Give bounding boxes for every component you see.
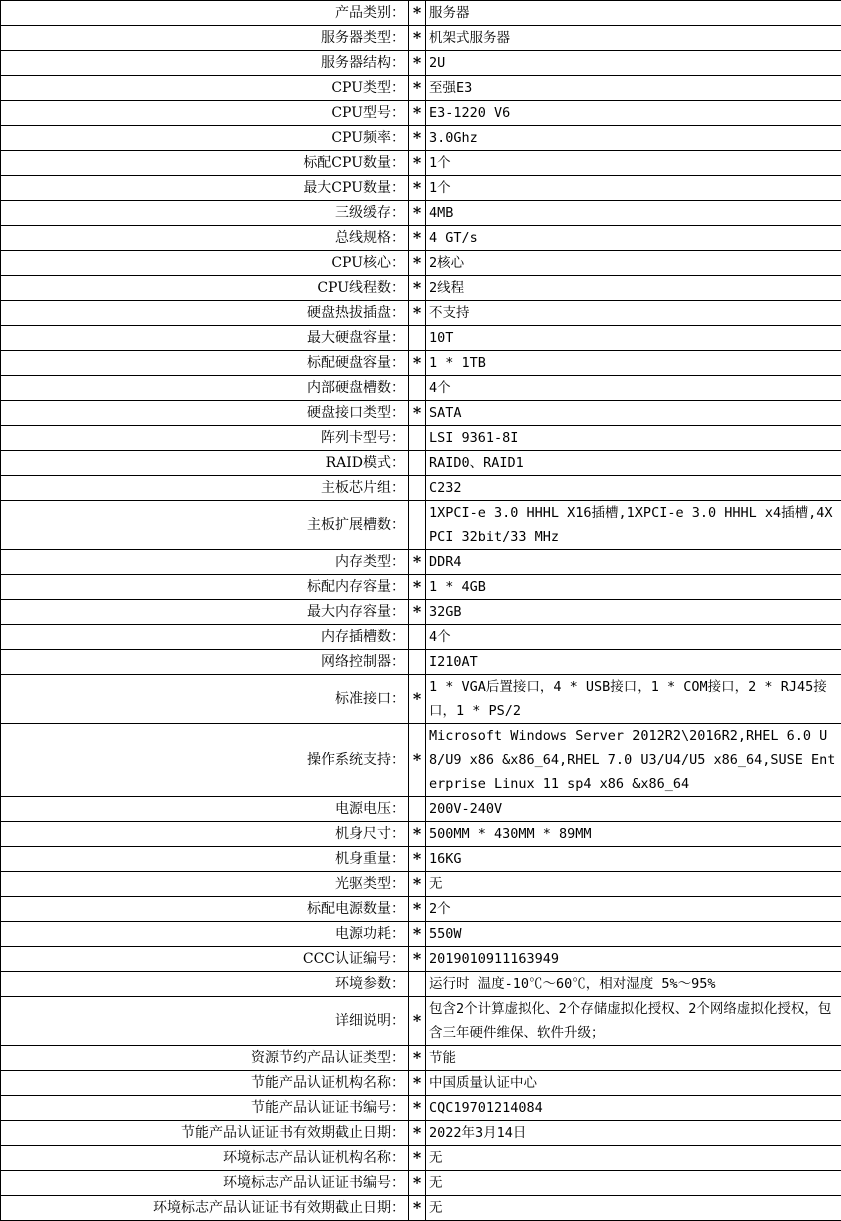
required-marker: * [409,947,426,972]
spec-value[interactable]: 1个 [426,176,841,201]
spec-value[interactable]: 2019010911163949 [426,947,841,972]
required-marker: * [409,126,426,151]
required-marker [409,451,426,476]
spec-value[interactable]: 不支持 [426,301,841,326]
spec-row [1,1121,841,1146]
required-marker: * [409,401,426,426]
spec-label: 硬盘热拔插盘： [1,301,409,326]
required-marker [409,625,426,650]
required-marker: * [409,822,426,847]
spec-label: 服务器类型： [1,26,409,51]
spec-table-body [1,1,841,1221]
spec-value[interactable]: 4个 [426,625,841,650]
spec-label: 标配内存容量： [1,575,409,600]
required-marker: * [409,201,426,226]
required-marker: * [409,351,426,376]
spec-label: 阵列卡型号： [1,426,409,451]
spec-label: 三级缓存： [1,201,409,226]
spec-row [1,922,841,947]
spec-row [1,326,841,351]
spec-label: CPU频率： [1,126,409,151]
spec-label: 标配电源数量： [1,897,409,922]
spec-value[interactable]: 运行时 温度-10℃～60℃，相对湿度 5%～95% [426,972,841,997]
spec-row [1,126,841,151]
required-marker: * [409,1096,426,1121]
required-marker: * [409,897,426,922]
spec-value[interactable]: 3.0Ghz [426,126,841,151]
spec-row [1,822,841,847]
spec-row [1,675,841,724]
spec-row [1,1071,841,1096]
spec-value[interactable]: 2个 [426,897,841,922]
spec-label: 电源电压： [1,797,409,822]
spec-row [1,176,841,201]
spec-value[interactable]: 1XPCI-e 3.0 HHHL X16插槽,1XPCI-e 3.0 HHHL x4插槽,4XPCI 32bit/33 MHz [426,501,841,550]
required-marker: * [409,1196,426,1221]
required-marker [409,326,426,351]
spec-row [1,1,841,26]
spec-label: 机身尺寸： [1,822,409,847]
required-marker [409,972,426,997]
required-marker [409,376,426,401]
spec-label: 主板扩展槽数： [1,501,409,550]
spec-value[interactable]: 服务器 [426,1,841,26]
spec-label: 最大硬盘容量： [1,326,409,351]
required-marker: * [409,550,426,575]
spec-value[interactable]: 4个 [426,376,841,401]
spec-value[interactable]: 至强E3 [426,76,841,101]
spec-label: 环境标志产品认证证书编号： [1,1171,409,1196]
required-marker: * [409,1121,426,1146]
spec-label: 总线规格： [1,226,409,251]
spec-label: 标准接口： [1,675,409,724]
spec-row [1,1146,841,1171]
required-marker: * [409,1171,426,1196]
required-marker: * [409,575,426,600]
spec-label: 环境参数： [1,972,409,997]
required-marker: * [409,847,426,872]
spec-label: 机身重量： [1,847,409,872]
spec-row [1,426,841,451]
spec-value[interactable]: 2线程 [426,276,841,301]
spec-value[interactable]: 10T [426,326,841,351]
spec-row [1,1046,841,1071]
spec-row [1,797,841,822]
spec-label: 操作系统支持： [1,724,409,797]
spec-value[interactable]: LSI 9361-8I [426,426,841,451]
spec-label: 资源节约产品认证类型： [1,1046,409,1071]
required-marker: * [409,176,426,201]
spec-row [1,625,841,650]
spec-label: 环境标志产品认证机构名称： [1,1146,409,1171]
required-marker: * [409,675,426,724]
required-marker: * [409,151,426,176]
spec-row [1,476,841,501]
required-marker: * [409,600,426,625]
spec-label: 标配硬盘容量： [1,351,409,376]
spec-row [1,600,841,625]
spec-label: CPU核心： [1,251,409,276]
spec-row [1,276,841,301]
spec-label: 硬盘接口类型： [1,401,409,426]
spec-value[interactable]: 200V-240V [426,797,841,822]
spec-label: RAID模式： [1,451,409,476]
required-marker: * [409,226,426,251]
spec-label: 详细说明： [1,997,409,1046]
spec-label: CCC认证编号： [1,947,409,972]
spec-row [1,1171,841,1196]
spec-row [1,301,841,326]
spec-row [1,101,841,126]
spec-row [1,997,841,1046]
required-marker: * [409,276,426,301]
spec-label: 内存插槽数： [1,625,409,650]
spec-row [1,76,841,101]
spec-value[interactable]: 550W [426,922,841,947]
spec-row [1,575,841,600]
spec-row [1,451,841,476]
required-marker: * [409,1071,426,1096]
spec-value[interactable]: 节能 [426,1046,841,1071]
spec-value[interactable]: 包含2个计算虚拟化、2个存储虚拟化授权、2个网络虚拟化授权，包含三年硬件维保、软件升级； [426,997,841,1046]
spec-label: 节能产品认证证书有效期截止日期： [1,1121,409,1146]
spec-value[interactable]: 500MM * 430MM * 89MM [426,822,841,847]
required-marker [409,797,426,822]
spec-label: 产品类别： [1,1,409,26]
spec-row [1,650,841,675]
spec-value[interactable]: 无 [426,872,841,897]
spec-value[interactable]: DDR4 [426,550,841,575]
spec-value[interactable]: C232 [426,476,841,501]
required-marker: * [409,1046,426,1071]
required-marker: * [409,1,426,26]
required-marker: * [409,997,426,1046]
spec-value[interactable]: 32GB [426,600,841,625]
spec-row [1,872,841,897]
spec-value[interactable]: 无 [426,1196,841,1221]
spec-row [1,351,841,376]
required-marker: * [409,76,426,101]
spec-row [1,550,841,575]
spec-value[interactable]: 1个 [426,151,841,176]
spec-value[interactable]: E3-1220 V6 [426,101,841,126]
required-marker: * [409,26,426,51]
spec-row [1,201,841,226]
spec-row [1,501,841,550]
required-marker: * [409,51,426,76]
spec-label: 最大内存容量： [1,600,409,625]
required-marker: * [409,922,426,947]
spec-label: 主板芯片组： [1,476,409,501]
spec-value[interactable]: Microsoft Windows Server 2012R2\2016R2,RHEL 6.0 U8/U9 x86 &x86_64,RHEL 7.0 U3/U4/U5 x86_64,SUSE Enterprise Linux 11 sp4 x86 &x86_64 [426,724,841,797]
required-marker: * [409,872,426,897]
spec-value[interactable]: 2022年3月14日 [426,1121,841,1146]
spec-value[interactable]: I210AT [426,650,841,675]
required-marker: * [409,301,426,326]
spec-label: CPU类型： [1,76,409,101]
spec-value[interactable]: CQC19701214084 [426,1096,841,1121]
spec-value[interactable]: 2核心 [426,251,841,276]
spec-value[interactable]: 1 * 1TB [426,351,841,376]
spec-row [1,251,841,276]
spec-value[interactable]: SATA [426,401,841,426]
spec-value[interactable]: 无 [426,1146,841,1171]
spec-value[interactable]: 1 * VGA后置接口，4 * USB接口，1 * COM接口，2 * RJ45接口，1 * PS/2 [426,675,841,724]
spec-row [1,51,841,76]
required-marker [409,501,426,550]
spec-value[interactable]: 4 GT/s [426,226,841,251]
spec-row [1,226,841,251]
spec-row [1,376,841,401]
spec-label: 电源功耗： [1,922,409,947]
required-marker: * [409,1146,426,1171]
spec-row [1,897,841,922]
spec-label: 服务器结构： [1,51,409,76]
spec-label: 标配CPU数量： [1,151,409,176]
spec-value[interactable]: 机架式服务器 [426,26,841,51]
spec-label: CPU型号： [1,101,409,126]
required-marker [409,426,426,451]
spec-row [1,724,841,797]
spec-value[interactable]: 无 [426,1171,841,1196]
required-marker [409,476,426,501]
spec-row [1,847,841,872]
spec-row [1,1196,841,1221]
spec-row [1,401,841,426]
spec-value[interactable]: 2U [426,51,841,76]
required-marker: * [409,251,426,276]
spec-row [1,1096,841,1121]
required-marker: * [409,724,426,797]
spec-row [1,26,841,51]
spec-label: CPU线程数： [1,276,409,301]
spec-row [1,151,841,176]
required-marker: * [409,101,426,126]
spec-label: 节能产品认证证书编号： [1,1096,409,1121]
spec-label: 环境标志产品认证证书有效期截止日期： [1,1196,409,1221]
spec-value[interactable]: 16KG [426,847,841,872]
spec-value[interactable]: 1 * 4GB [426,575,841,600]
spec-label: 内存类型： [1,550,409,575]
spec-value[interactable]: 中国质量认证中心 [426,1071,841,1096]
spec-value[interactable]: 4MB [426,201,841,226]
spec-label: 节能产品认证机构名称： [1,1071,409,1096]
spec-label: 光驱类型： [1,872,409,897]
spec-label: 最大CPU数量： [1,176,409,201]
spec-label: 网络控制器： [1,650,409,675]
spec-value[interactable]: RAID0、RAID1 [426,451,841,476]
spec-row [1,947,841,972]
required-marker [409,650,426,675]
spec-row [1,972,841,997]
spec-label: 内部硬盘槽数： [1,376,409,401]
